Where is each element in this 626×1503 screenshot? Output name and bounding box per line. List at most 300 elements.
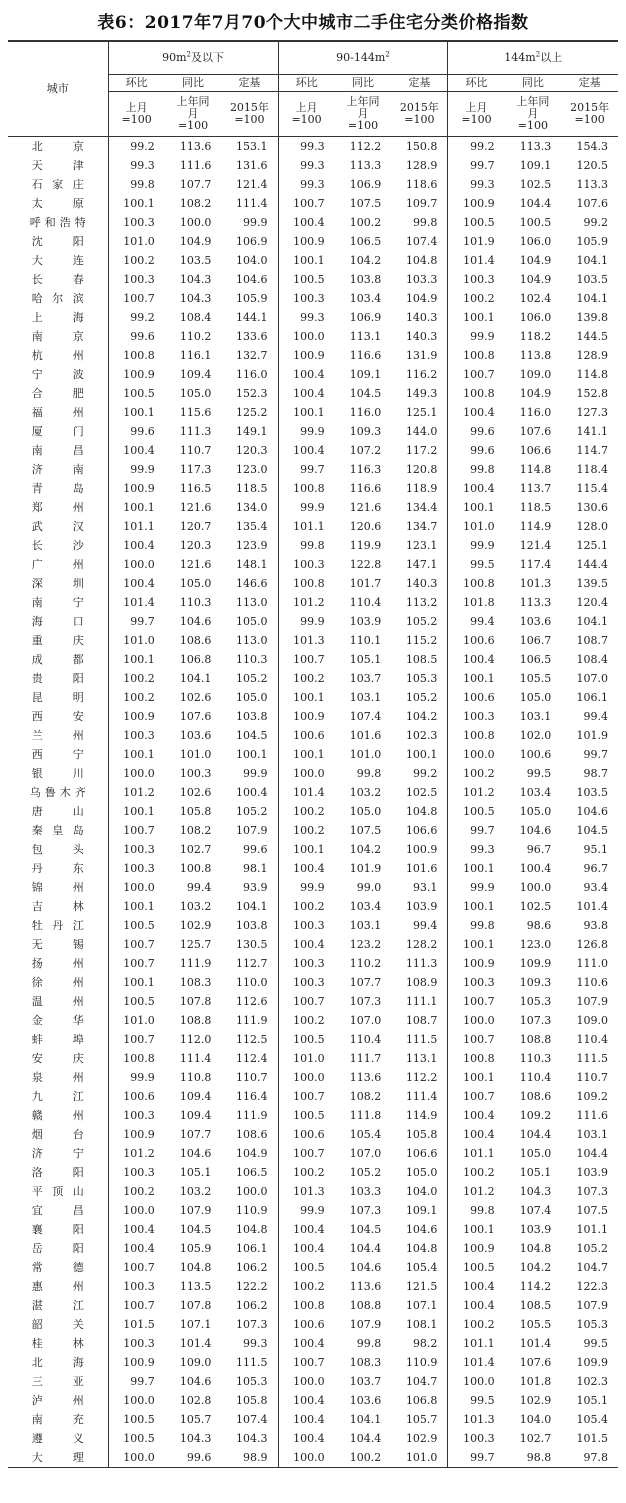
city-name: 深圳 bbox=[31, 577, 84, 590]
city-name: 广州 bbox=[31, 558, 84, 571]
value-cell: 101.3 bbox=[278, 1182, 335, 1201]
value-cell: 107.0 bbox=[576, 672, 608, 685]
city-name: 兰州 bbox=[31, 729, 84, 742]
city-name: 牡丹江 bbox=[31, 919, 84, 932]
city-name: 岳阳 bbox=[31, 1242, 84, 1255]
value-cell: 100.0 bbox=[108, 555, 165, 574]
table-row bbox=[8, 707, 618, 726]
value-cell: 104.0 bbox=[236, 254, 268, 267]
value-cell: 99.8 bbox=[356, 767, 382, 780]
value-cell: 113.0 bbox=[236, 596, 268, 609]
value-cell: 111.3 bbox=[405, 957, 438, 970]
value-cell: 111.5 bbox=[576, 1052, 608, 1065]
value-cell: 100.7 bbox=[278, 650, 335, 669]
value-cell: 107.7 bbox=[179, 1128, 212, 1141]
city-name: 天津 bbox=[31, 159, 84, 172]
value-cell: 97.8 bbox=[561, 1448, 618, 1468]
value-cell: 100.4 bbox=[278, 441, 335, 460]
city-cell bbox=[8, 1410, 108, 1429]
value-cell: 101.1 bbox=[108, 517, 165, 536]
value-cell: 100.7 bbox=[108, 1258, 165, 1277]
value-cell: 103.8 bbox=[349, 273, 382, 286]
value-cell: 123.9 bbox=[236, 539, 268, 552]
value-cell: 112.5 bbox=[236, 1033, 268, 1046]
table-row bbox=[8, 1296, 618, 1315]
value-cell: 96.7 bbox=[526, 843, 552, 856]
value-cell: 100.8 bbox=[448, 384, 505, 403]
value-cell: 100.4 bbox=[108, 441, 165, 460]
value-cell: 111.4 bbox=[236, 197, 268, 210]
value-cell: 100.5 bbox=[448, 213, 505, 232]
value-cell: 104.3 bbox=[179, 1432, 212, 1445]
city-cell bbox=[8, 137, 108, 157]
value-cell: 120.5 bbox=[576, 159, 608, 172]
table-row bbox=[8, 878, 618, 897]
value-cell: 100.0 bbox=[278, 327, 335, 346]
value-cell: 100.4 bbox=[519, 862, 552, 875]
value-cell: 100.1 bbox=[278, 745, 335, 764]
value-cell: 100.2 bbox=[278, 897, 335, 916]
value-cell: 100.7 bbox=[108, 1296, 165, 1315]
value-cell: 100.2 bbox=[349, 216, 382, 229]
value-cell: 100.9 bbox=[108, 1125, 165, 1144]
value-cell: 123.1 bbox=[405, 539, 438, 552]
value-cell: 100.2 bbox=[335, 1448, 392, 1468]
city-cell bbox=[8, 213, 108, 232]
value-cell: 107.8 bbox=[179, 1299, 212, 1312]
table-row bbox=[8, 1030, 618, 1049]
value-cell: 107.7 bbox=[179, 178, 212, 191]
city-name: 南宁 bbox=[31, 596, 84, 609]
value-cell: 109.0 bbox=[519, 368, 552, 381]
value-cell: 111.1 bbox=[405, 995, 438, 1008]
value-cell: 102.4 bbox=[519, 292, 552, 305]
value-cell: 110.4 bbox=[576, 1033, 608, 1046]
value-cell: 104.1 bbox=[576, 254, 608, 267]
city-name: 烟台 bbox=[31, 1128, 84, 1141]
city-cell bbox=[8, 878, 108, 897]
value-cell: 112.7 bbox=[236, 957, 268, 970]
value-cell: 101.3 bbox=[519, 577, 552, 590]
value-cell: 134.7 bbox=[405, 520, 438, 533]
value-cell: 116.0 bbox=[349, 406, 382, 419]
base-header: 2015年 =100 bbox=[561, 92, 618, 137]
city-name: 泉州 bbox=[31, 1071, 84, 1084]
city-name: 九江 bbox=[31, 1090, 84, 1103]
value-cell: 99.3 bbox=[278, 137, 335, 157]
sub-header: 环比 bbox=[448, 75, 505, 92]
value-cell: 109.0 bbox=[576, 1014, 608, 1027]
city-cell bbox=[8, 973, 108, 992]
value-cell: 113.3 bbox=[349, 159, 382, 172]
value-cell: 110.0 bbox=[236, 976, 268, 989]
value-cell: 100.3 bbox=[108, 270, 165, 289]
city-name: 桂林 bbox=[31, 1337, 84, 1350]
table-row bbox=[8, 1182, 618, 1201]
value-cell: 99.9 bbox=[278, 878, 335, 897]
value-cell: 111.4 bbox=[405, 1090, 438, 1103]
value-cell: 100.5 bbox=[278, 1258, 335, 1277]
table-row bbox=[8, 1410, 618, 1429]
value-cell: 111.5 bbox=[236, 1356, 268, 1369]
city-name: 哈尔滨 bbox=[31, 292, 84, 305]
value-cell: 111.6 bbox=[179, 159, 212, 172]
value-cell: 109.2 bbox=[576, 1090, 608, 1103]
value-cell: 103.9 bbox=[349, 615, 382, 628]
city-cell bbox=[8, 1334, 108, 1353]
value-cell: 100.5 bbox=[108, 1429, 165, 1448]
table-row bbox=[8, 251, 618, 270]
table-row bbox=[8, 232, 618, 251]
value-cell: 99.7 bbox=[448, 1448, 505, 1468]
city-cell bbox=[8, 308, 108, 327]
table-row bbox=[8, 327, 618, 346]
value-cell: 105.0 bbox=[349, 805, 382, 818]
city-name: 济宁 bbox=[31, 1147, 84, 1160]
value-cell: 109.0 bbox=[179, 1356, 212, 1369]
value-cell: 104.4 bbox=[576, 1147, 608, 1160]
value-cell: 100.7 bbox=[108, 935, 165, 954]
value-cell: 100.2 bbox=[108, 251, 165, 270]
value-cell: 100.9 bbox=[108, 365, 165, 384]
value-cell: 104.7 bbox=[405, 1375, 438, 1388]
city-name: 无锡 bbox=[31, 938, 84, 951]
city-name: 北京 bbox=[31, 140, 84, 153]
value-cell: 100.3 bbox=[108, 840, 165, 859]
value-cell: 120.3 bbox=[236, 444, 268, 457]
value-cell: 100.1 bbox=[278, 251, 335, 270]
value-cell: 110.7 bbox=[576, 1071, 608, 1084]
value-cell: 116.2 bbox=[405, 368, 438, 381]
value-cell: 104.8 bbox=[405, 805, 438, 818]
table-row bbox=[8, 175, 618, 194]
value-cell: 100.1 bbox=[236, 748, 268, 761]
value-cell: 100.3 bbox=[108, 1277, 165, 1296]
value-cell: 103.2 bbox=[179, 900, 212, 913]
value-cell: 99.6 bbox=[448, 422, 505, 441]
value-cell: 95.1 bbox=[583, 843, 608, 856]
city-name: 昆明 bbox=[31, 691, 84, 704]
value-cell: 104.5 bbox=[349, 387, 382, 400]
value-cell: 108.8 bbox=[349, 1299, 382, 1312]
value-cell: 100.1 bbox=[448, 859, 505, 878]
value-cell: 121.6 bbox=[179, 558, 212, 571]
value-cell: 99.3 bbox=[108, 156, 165, 175]
value-cell: 105.2 bbox=[349, 1166, 382, 1179]
value-cell: 113.5 bbox=[179, 1280, 212, 1293]
value-cell: 102.9 bbox=[519, 1394, 552, 1407]
value-cell: 111.9 bbox=[236, 1109, 268, 1122]
value-cell: 130.6 bbox=[576, 501, 608, 514]
city-cell bbox=[8, 669, 108, 688]
value-cell: 105.4 bbox=[349, 1128, 382, 1141]
value-cell: 99.8 bbox=[448, 1201, 505, 1220]
value-cell: 100.6 bbox=[448, 631, 505, 650]
value-cell: 105.0 bbox=[405, 1166, 438, 1179]
value-cell: 98.1 bbox=[243, 862, 268, 875]
value-cell: 101.4 bbox=[278, 783, 335, 802]
value-cell: 128.9 bbox=[576, 349, 608, 362]
value-cell: 140.3 bbox=[405, 577, 438, 590]
value-cell: 114.7 bbox=[576, 444, 608, 457]
value-cell: 106.6 bbox=[405, 1147, 438, 1160]
value-cell: 116.0 bbox=[519, 406, 552, 419]
value-cell: 103.6 bbox=[349, 1394, 382, 1407]
value-cell: 104.5 bbox=[179, 1223, 212, 1236]
city-cell bbox=[8, 1030, 108, 1049]
table-row bbox=[8, 498, 618, 517]
table-row bbox=[8, 1391, 618, 1410]
value-cell: 112.6 bbox=[236, 995, 268, 1008]
value-cell: 116.0 bbox=[236, 368, 268, 381]
value-cell: 100.3 bbox=[448, 270, 505, 289]
table-row bbox=[8, 517, 618, 536]
value-cell: 113.8 bbox=[519, 349, 552, 362]
value-cell: 115.6 bbox=[179, 406, 212, 419]
value-cell: 101.8 bbox=[519, 1375, 552, 1388]
value-cell: 100.5 bbox=[278, 1106, 335, 1125]
table-row bbox=[8, 935, 618, 954]
city-cell bbox=[8, 479, 108, 498]
city-name: 厦门 bbox=[31, 425, 84, 438]
value-cell: 101.0 bbox=[108, 631, 165, 650]
value-cell: 108.5 bbox=[405, 653, 438, 666]
value-cell: 100.7 bbox=[108, 954, 165, 973]
city-name: 长沙 bbox=[31, 539, 84, 552]
base-header: 上月 =100 bbox=[278, 92, 335, 137]
value-cell: 103.5 bbox=[576, 273, 608, 286]
value-cell: 100.5 bbox=[108, 384, 165, 403]
value-cell: 99.5 bbox=[448, 555, 505, 574]
value-cell: 116.3 bbox=[349, 463, 382, 476]
value-cell: 113.6 bbox=[349, 1280, 382, 1293]
value-cell: 113.0 bbox=[236, 634, 268, 647]
value-cell: 106.5 bbox=[519, 653, 552, 666]
value-cell: 101.4 bbox=[448, 251, 505, 270]
value-cell: 101.7 bbox=[349, 577, 382, 590]
value-cell: 105.0 bbox=[236, 615, 268, 628]
value-cell: 144.5 bbox=[576, 330, 608, 343]
value-cell: 127.3 bbox=[576, 406, 608, 419]
value-cell: 100.4 bbox=[448, 650, 505, 669]
city-name: 襄阳 bbox=[31, 1223, 84, 1236]
value-cell: 93.9 bbox=[243, 881, 268, 894]
city-name: 吉林 bbox=[31, 900, 84, 913]
city-cell bbox=[8, 555, 108, 574]
value-cell: 99.8 bbox=[278, 536, 335, 555]
value-cell: 101.0 bbox=[349, 748, 382, 761]
value-cell: 100.2 bbox=[278, 802, 335, 821]
table-row bbox=[8, 1125, 618, 1144]
table-row bbox=[8, 536, 618, 555]
value-cell: 116.5 bbox=[179, 482, 212, 495]
value-cell: 125.1 bbox=[576, 539, 608, 552]
value-cell: 115.2 bbox=[405, 634, 438, 647]
value-cell: 99.9 bbox=[448, 536, 505, 555]
value-cell: 149.3 bbox=[405, 387, 438, 400]
value-cell: 100.3 bbox=[278, 954, 335, 973]
value-cell: 100.5 bbox=[448, 1258, 505, 1277]
table-row bbox=[8, 802, 618, 821]
value-cell: 107.4 bbox=[236, 1413, 268, 1426]
value-cell: 116.4 bbox=[236, 1090, 268, 1103]
base-header: 上年同 月 =100 bbox=[505, 92, 562, 137]
value-cell: 100.6 bbox=[278, 726, 335, 745]
value-cell: 106.5 bbox=[236, 1166, 268, 1179]
value-cell: 98.9 bbox=[221, 1448, 278, 1468]
value-cell: 100.6 bbox=[448, 688, 505, 707]
value-cell: 100.8 bbox=[448, 726, 505, 745]
value-cell: 101.6 bbox=[405, 862, 438, 875]
value-cell: 101.2 bbox=[108, 783, 165, 802]
value-cell: 101.1 bbox=[278, 517, 335, 536]
city-cell bbox=[8, 859, 108, 878]
value-cell: 111.9 bbox=[179, 957, 212, 970]
city-cell bbox=[8, 935, 108, 954]
value-cell: 128.0 bbox=[576, 520, 608, 533]
city-name: 湛江 bbox=[31, 1299, 84, 1312]
value-cell: 100.1 bbox=[278, 403, 335, 422]
value-cell: 109.4 bbox=[179, 1109, 212, 1122]
city-name: 惠州 bbox=[31, 1280, 84, 1293]
city-cell bbox=[8, 194, 108, 213]
value-cell: 111.5 bbox=[405, 1033, 438, 1046]
value-cell: 99.0 bbox=[356, 881, 382, 894]
value-cell: 111.0 bbox=[576, 957, 608, 970]
value-cell: 99.8 bbox=[412, 216, 438, 229]
value-cell: 110.3 bbox=[519, 1052, 552, 1065]
value-cell: 99.9 bbox=[108, 1068, 165, 1087]
table-row bbox=[8, 156, 618, 175]
value-cell: 100.5 bbox=[108, 992, 165, 1011]
value-cell: 105.4 bbox=[576, 1413, 608, 1426]
value-cell: 105.2 bbox=[576, 1242, 608, 1255]
value-cell: 102.6 bbox=[179, 691, 212, 704]
value-cell: 100.4 bbox=[108, 1220, 165, 1239]
value-cell: 99.3 bbox=[448, 175, 505, 194]
value-cell: 100.1 bbox=[108, 194, 165, 213]
group-header-label: 90m bbox=[162, 51, 187, 64]
value-cell: 103.8 bbox=[236, 710, 268, 723]
value-cell: 99.9 bbox=[243, 216, 268, 229]
value-cell: 140.3 bbox=[405, 330, 438, 343]
value-cell: 100.0 bbox=[236, 1185, 268, 1198]
value-cell: 107.9 bbox=[576, 995, 608, 1008]
city-cell bbox=[8, 1087, 108, 1106]
table-row bbox=[8, 479, 618, 498]
table-row bbox=[8, 365, 618, 384]
value-cell: 152.3 bbox=[236, 387, 268, 400]
city-cell bbox=[8, 1372, 108, 1391]
value-cell: 108.1 bbox=[405, 1318, 438, 1331]
value-cell: 105.9 bbox=[179, 1242, 212, 1255]
group-header-medium: $90-144m^2$ bbox=[278, 41, 448, 75]
value-cell: 106.1 bbox=[236, 1242, 268, 1255]
value-cell: 104.9 bbox=[236, 1147, 268, 1160]
value-cell: 99.9 bbox=[243, 767, 268, 780]
value-cell: 116.6 bbox=[349, 349, 382, 362]
table-row bbox=[8, 688, 618, 707]
value-cell: 110.4 bbox=[349, 596, 382, 609]
base-header: 上月 =100 bbox=[108, 92, 165, 137]
value-cell: 110.1 bbox=[349, 634, 382, 647]
value-cell: 118.6 bbox=[405, 178, 438, 191]
value-cell: 154.3 bbox=[576, 140, 608, 153]
value-cell: 99.7 bbox=[278, 460, 335, 479]
value-cell: 120.3 bbox=[179, 539, 212, 552]
value-cell: 107.6 bbox=[519, 425, 552, 438]
value-cell: 100.1 bbox=[278, 840, 335, 859]
value-cell: 118.5 bbox=[236, 482, 268, 495]
value-cell: 103.3 bbox=[405, 273, 438, 286]
value-cell: 111.6 bbox=[576, 1109, 608, 1122]
value-cell: 109.3 bbox=[349, 425, 382, 438]
city-cell bbox=[8, 1239, 108, 1258]
value-cell: 104.0 bbox=[405, 1185, 438, 1198]
value-cell: 107.3 bbox=[519, 1014, 552, 1027]
table-row bbox=[8, 821, 618, 840]
value-cell: 107.1 bbox=[405, 1299, 438, 1312]
value-cell: 100.1 bbox=[108, 897, 165, 916]
value-cell: 106.6 bbox=[519, 444, 552, 457]
sub-header: 同比 bbox=[335, 75, 392, 92]
table-row bbox=[8, 783, 618, 802]
value-cell: 120.4 bbox=[576, 596, 608, 609]
value-cell: 125.2 bbox=[236, 406, 268, 419]
table-row bbox=[8, 1163, 618, 1182]
value-cell: 128.2 bbox=[405, 938, 438, 951]
city-name: 济南 bbox=[31, 463, 84, 476]
city-name: 三亚 bbox=[31, 1375, 84, 1388]
value-cell: 99.3 bbox=[278, 308, 335, 327]
city-header: 城市 bbox=[8, 41, 108, 137]
city-cell bbox=[8, 536, 108, 555]
city-cell bbox=[8, 384, 108, 403]
table-row bbox=[8, 992, 618, 1011]
value-cell: 107.6 bbox=[519, 1356, 552, 1369]
value-cell: 100.5 bbox=[108, 1410, 165, 1429]
value-cell: 110.7 bbox=[236, 1071, 268, 1084]
value-cell: 100.4 bbox=[278, 1429, 335, 1448]
city-cell bbox=[8, 593, 108, 612]
value-cell: 110.4 bbox=[519, 1071, 552, 1084]
value-cell: 104.9 bbox=[519, 273, 552, 286]
value-cell: 103.5 bbox=[576, 786, 608, 799]
value-cell: 105.2 bbox=[405, 691, 438, 704]
table-row bbox=[8, 1087, 618, 1106]
value-cell: 108.5 bbox=[519, 1299, 552, 1312]
city-name: 长春 bbox=[31, 273, 84, 286]
value-cell: 102.8 bbox=[179, 1394, 212, 1407]
value-cell: 99.2 bbox=[108, 308, 165, 327]
value-cell: 100.4 bbox=[236, 786, 268, 799]
table-row bbox=[8, 137, 618, 157]
city-cell bbox=[8, 992, 108, 1011]
value-cell: 103.4 bbox=[349, 292, 382, 305]
city-cell bbox=[8, 1220, 108, 1239]
value-cell: 104.4 bbox=[349, 1242, 382, 1255]
value-cell: 100.4 bbox=[448, 1125, 505, 1144]
value-cell: 99.9 bbox=[278, 1201, 335, 1220]
base-header: 上年同 月 =100 bbox=[335, 92, 392, 137]
city-cell bbox=[8, 612, 108, 631]
value-cell: 101.9 bbox=[349, 862, 382, 875]
city-cell bbox=[8, 650, 108, 669]
city-cell bbox=[8, 688, 108, 707]
value-cell: 100.2 bbox=[448, 1163, 505, 1182]
city-cell bbox=[8, 232, 108, 251]
value-cell: 100.8 bbox=[278, 479, 335, 498]
